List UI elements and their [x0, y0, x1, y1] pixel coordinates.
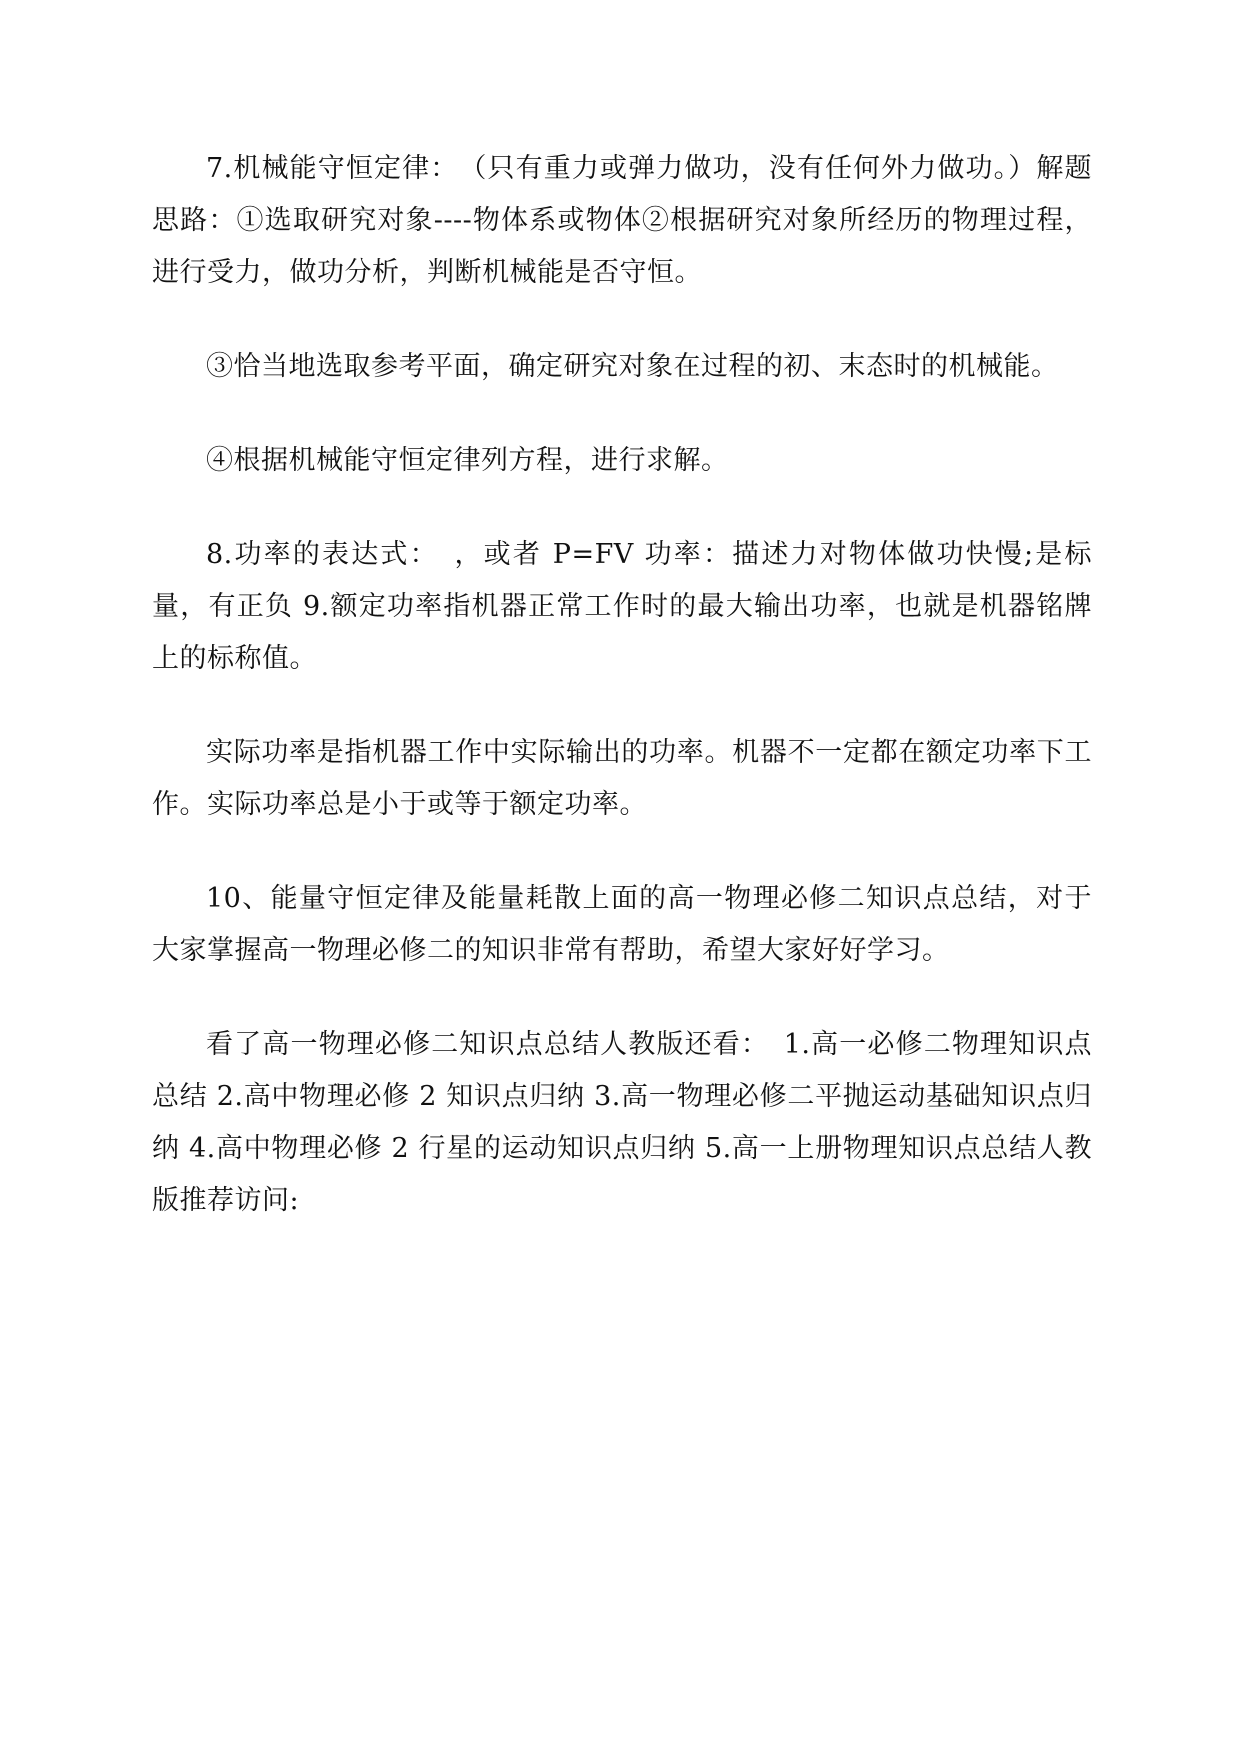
paragraph-related-reading: 看了高一物理必修二知识点总结人教版还看： 1.高一必修二物理知识点总结 2.高中物理必修 2 知识点归纳 3.高一物理必修二平抛运动基础知识点归纳 4.高中物理必修 2 行星的运动知识点归纳 5.高一上册物理知识点总结人教版推荐访问:: [152, 1029, 1092, 1216]
paragraph-actual-power: 实际功率是指机器工作中实际输出的功率。机器不一定都在额定功率下工作。实际功率总是小于或等于额定功率。: [152, 737, 1092, 820]
document-body: [152, 143, 1092, 1269]
paragraph-reference-plane: ③恰当地选取参考平面，确定研究对象在过程的初、末态时的机械能。: [206, 351, 1059, 382]
paragraph-energy-conservation: 10、能量守恒定律及能量耗散上面的高一物理必修二知识点总结，对于大家掌握高一物理必修二的知识非常有帮助，希望大家好好学习。: [152, 883, 1092, 966]
paragraph-mechanical-energy-conservation: 7.机械能守恒定律： （只有重力或弹力做功，没有任何外力做功。）解题思路：①选取研究对象----物体系或物体②根据研究对象所经历的物理过程，进行受力，做功分析，判断机械能是否守恒。: [152, 153, 1092, 288]
paragraph-solve-equation: ④根据机械能守恒定律列方程，进行求解。: [206, 445, 729, 476]
paragraph-power-expression: 8.功率的表达式： ，或者 P=FV 功率：描述力对物体做功快慢;是标量，有正负 9.额定功率指机器正常工作时的最大输出功率，也就是机器铭牌上的标称值。: [152, 539, 1092, 674]
